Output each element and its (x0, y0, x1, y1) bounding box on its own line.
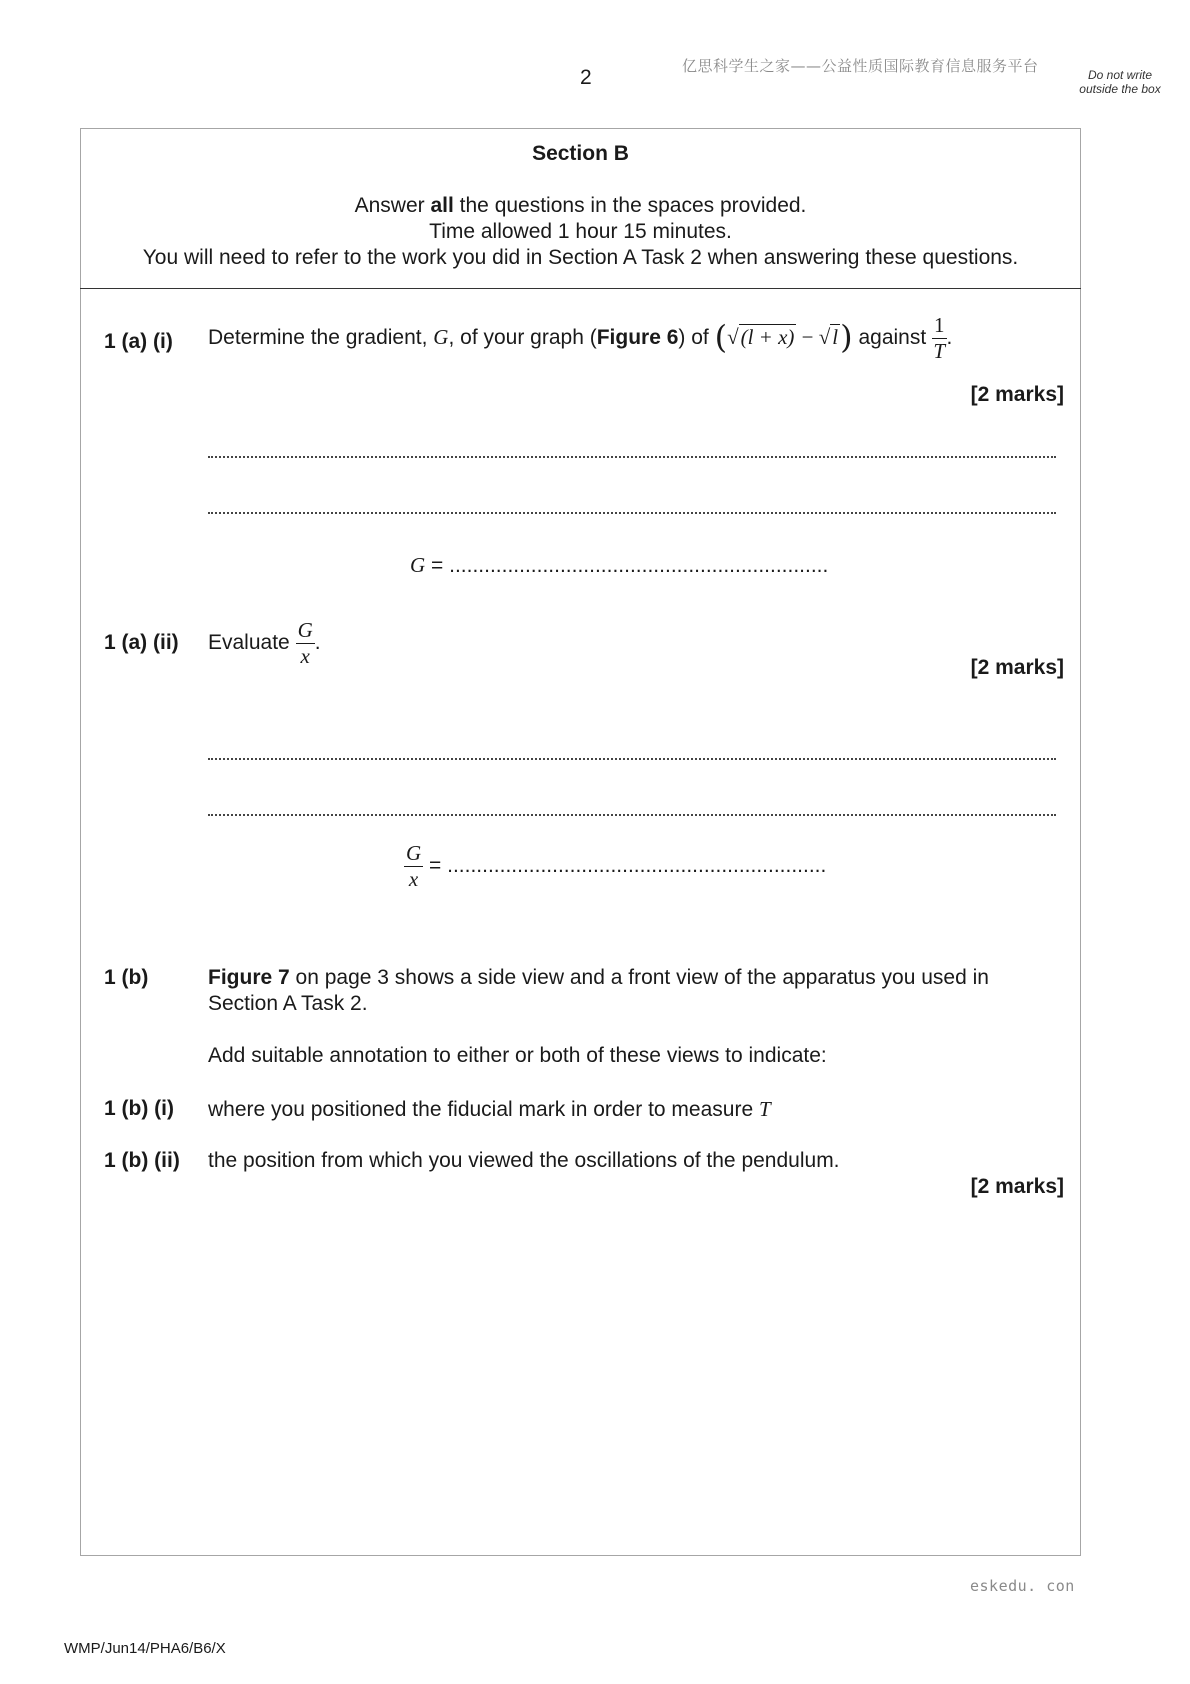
question-label-1bii: 1 (b) (ii) (104, 1149, 180, 1172)
answer-line[interactable] (208, 814, 1056, 816)
watermark-text: 亿思科学生之家——公益性质国际教育信息服务平台 (682, 57, 1039, 75)
answer-line[interactable] (208, 512, 1056, 514)
question-label-1aii: 1 (a) (ii) (104, 631, 179, 654)
answer-field-g-over-x[interactable]: $\frac{G}{x}$ = ................................................................. (406, 841, 827, 891)
section-header (80, 128, 1081, 289)
question-label-1ai: 1 (a) (i) (104, 330, 173, 353)
fraction-g-over-x: $\frac{G}{x}$ (297, 618, 313, 668)
question-text-1bi: where you positioned the fiducial mark in order to measure T (208, 1097, 771, 1121)
paper-code: WMP/Jun14/PHA6/B6/X (64, 1640, 226, 1657)
fraction-1-over-t: $\frac{1}{T}$ (933, 313, 946, 363)
site-watermark: eskedu. con (970, 1577, 1075, 1595)
marks-1b: [2 marks] (970, 1175, 1064, 1198)
question-text-1b-line1: Figure 7 on page 3 shows a side view and a front view of the apparatus you used in (208, 966, 989, 989)
answer-line[interactable] (208, 456, 1056, 458)
page-number: 2 (580, 66, 592, 89)
marks-1aii: [2 marks] (970, 656, 1064, 679)
answer-line[interactable] (208, 758, 1056, 760)
figure-reference: Figure 6 (596, 326, 679, 350)
instruction-line-1: Answer all the questions in the spaces provided. (354, 194, 807, 217)
question-label-1b: 1 (b) (104, 966, 149, 989)
question-text-1ai: Determine the gradient, G, of your graph (Figure 6) of (√(l + x) − √l) against $\frac{1}{T}$ . (208, 313, 953, 363)
question-label-1bi: 1 (b) (i) (104, 1097, 174, 1120)
instruction-line-3: You will need to refer to the work you did in Section A Task 2 when answering these questions. (142, 246, 1019, 269)
section-title: Section B (532, 142, 629, 165)
marks-1ai: [2 marks] (970, 383, 1064, 406)
question-text-1bii: the position from which you viewed the oscillations of the pendulum. (208, 1149, 840, 1172)
question-text-1b-instruction: Add suitable annotation to either or both of these views to indicate: (208, 1044, 827, 1067)
variable-g: G (433, 325, 449, 350)
answer-field-g[interactable]: G = ................................................................. (410, 553, 829, 577)
expression: (√(l + x) − √l) (714, 318, 853, 357)
question-text-1b-line2: Section A Task 2. (208, 992, 368, 1015)
instruction-line-2: Time allowed 1 hour 15 minutes. (429, 220, 732, 243)
question-text-1aii: Evaluate $\frac{G}{x}$ . (208, 618, 321, 668)
margin-note: Do not write outside the box (1079, 68, 1161, 96)
